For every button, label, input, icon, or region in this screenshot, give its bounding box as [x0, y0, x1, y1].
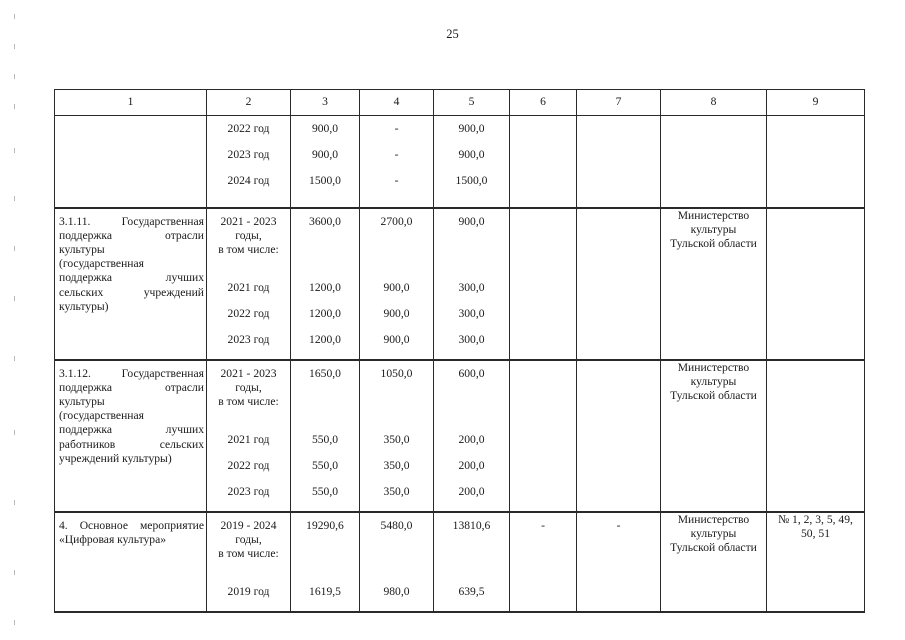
total-value: 1200,0 — [309, 306, 341, 320]
year-cell — [207, 116, 291, 208]
table-row — [55, 360, 865, 512]
year-value: 2021 год — [227, 280, 270, 294]
description-cell — [55, 208, 207, 360]
federal-value: 900,0 — [383, 332, 410, 346]
regional-value: 1500,0 — [455, 174, 488, 187]
federal-value: - — [394, 122, 399, 135]
col7-cell — [577, 116, 661, 208]
responsible-cell — [661, 360, 767, 512]
federal-value: 1050,0 — [380, 366, 413, 380]
total-value: 1200,0 — [309, 332, 341, 346]
table-row — [55, 208, 865, 360]
col-header: 1 — [55, 90, 207, 116]
regional-cell — [434, 360, 510, 512]
total-value: 550,0 — [311, 432, 339, 446]
responsible-line: Министерство — [677, 360, 750, 374]
col6-cell — [510, 116, 577, 208]
margin-mark — [14, 148, 15, 153]
description-cell — [55, 512, 207, 612]
regional-cell — [434, 208, 510, 360]
regional-value: 200,0 — [458, 458, 485, 472]
description-cell — [55, 360, 207, 512]
col6-cell — [510, 208, 577, 360]
col-header: 5 — [434, 90, 510, 116]
description-line: (государственная — [59, 257, 144, 271]
indicators-cell — [767, 512, 865, 612]
regional-value: 900,0 — [458, 122, 485, 135]
margin-mark — [14, 246, 15, 251]
federal-value: 350,0 — [383, 484, 410, 498]
col-header: 2 — [207, 90, 291, 116]
total-value: 1619,5 — [309, 584, 341, 598]
federal-value: 5480,0 — [380, 518, 413, 532]
margin-mark — [14, 44, 15, 49]
description-line: 4. Основное мероприятие — [59, 518, 204, 532]
year-value: 2021 год — [227, 432, 270, 446]
responsible-line: Министерство — [677, 208, 750, 222]
description-line: учреждений культуры) — [59, 451, 172, 465]
year-value: 2022 год — [227, 122, 270, 135]
regional-value: 300,0 — [458, 332, 485, 346]
regional-value: 300,0 — [458, 306, 485, 320]
total-value: 900,0 — [311, 148, 339, 161]
col-header: 4 — [360, 90, 434, 116]
year-cell — [207, 208, 291, 360]
total-cell — [291, 208, 360, 360]
federal-cell — [360, 208, 434, 360]
total-value: 550,0 — [311, 458, 339, 472]
col7-value — [577, 116, 660, 122]
federal-cell — [360, 512, 434, 612]
margin-mark — [14, 104, 15, 109]
margin-mark — [14, 356, 15, 361]
total-value: 3600,0 — [309, 214, 341, 228]
federal-cell — [360, 116, 434, 208]
description-line: поддержка лучших — [59, 423, 204, 437]
year-value: 2023 год — [227, 148, 270, 161]
description-line: 3.1.12. Государственная — [59, 366, 204, 380]
description-line: культуры — [59, 242, 105, 256]
col6-value — [510, 209, 576, 215]
responsible-cell — [661, 116, 767, 208]
total-value: 1200,0 — [309, 280, 341, 294]
federal-cell — [360, 360, 434, 512]
header-row — [55, 90, 865, 116]
description-line: «Цифровая культура» — [59, 532, 167, 546]
regional-value: 13810,6 — [452, 518, 491, 532]
description-line: работников сельских — [59, 437, 204, 451]
col7-cell — [577, 512, 661, 612]
year-value: 2021 - 2023 годы, в том числе: — [218, 214, 279, 256]
col-header: 8 — [661, 90, 767, 116]
page-number: 25 — [446, 27, 459, 41]
col6-cell — [510, 512, 577, 612]
regional-value: 900,0 — [458, 214, 485, 228]
responsible-cell — [661, 512, 767, 612]
margin-mark — [14, 74, 15, 79]
col7-value: - — [616, 518, 621, 532]
year-value: 2024 год — [227, 174, 270, 187]
col-header: 7 — [577, 90, 661, 116]
regional-value: 639,5 — [458, 584, 485, 598]
federal-value: 350,0 — [383, 432, 410, 446]
regional-value: 300,0 — [458, 280, 485, 294]
year-value: 2019 - 2024 годы, в том числе: — [218, 518, 279, 560]
col6-cell — [510, 360, 577, 512]
description-cell — [55, 116, 207, 208]
year-value: 2022 год — [227, 458, 270, 472]
federal-value: 900,0 — [383, 280, 410, 294]
col6-value: - — [541, 518, 545, 532]
col-header: 6 — [510, 90, 577, 116]
regional-value: 200,0 — [458, 484, 485, 498]
federal-value: - — [394, 148, 399, 161]
federal-value: 980,0 — [383, 584, 410, 598]
description-line: поддержка отрасли — [59, 380, 204, 394]
indicators-line: № 1, 2, 3, 5, 49, — [778, 512, 853, 526]
total-value: 1500,0 — [309, 174, 341, 187]
margin-mark — [14, 196, 15, 201]
indicators-cell — [767, 208, 865, 360]
description-line: культуры) — [59, 299, 109, 313]
federal-value: 350,0 — [383, 458, 410, 472]
regional-cell — [434, 512, 510, 612]
margin-mark — [14, 296, 15, 301]
margin-mark — [14, 500, 15, 505]
indicators-cell — [767, 360, 865, 512]
responsible-cell — [661, 208, 767, 360]
col7-value — [577, 361, 660, 367]
col-header: 9 — [767, 90, 865, 116]
indicators-line: 50, 51 — [801, 526, 830, 540]
indicators-cell — [767, 116, 865, 208]
year-cell — [207, 360, 291, 512]
year-cell — [207, 512, 291, 612]
year-value: 2019 год — [227, 584, 270, 598]
col6-value — [510, 361, 576, 367]
total-value: 19290,6 — [306, 518, 344, 532]
federal-value: 900,0 — [383, 306, 410, 320]
federal-value: - — [394, 174, 399, 187]
year-value: 2023 год — [227, 484, 270, 498]
responsible-line: Тульской области — [670, 540, 757, 554]
col7-cell — [577, 360, 661, 512]
margin-mark — [14, 430, 15, 435]
responsible-line: культуры — [690, 222, 737, 236]
regional-value: 600,0 — [458, 366, 485, 380]
table-row — [55, 116, 865, 208]
description-line: сельских учреждений — [59, 285, 204, 299]
regional-value: 200,0 — [458, 432, 485, 446]
total-value: 1650,0 — [309, 366, 341, 380]
col6-value — [510, 116, 576, 122]
description-line: 3.1.11. Государственная — [59, 214, 204, 228]
total-value: 550,0 — [311, 484, 339, 498]
regional-cell — [434, 116, 510, 208]
year-value: 2021 - 2023 годы, в том числе: — [218, 366, 279, 408]
description-line: культуры — [59, 394, 105, 408]
description-line: поддержка отрасли — [59, 228, 204, 242]
responsible-line: Министерство — [677, 512, 750, 526]
description-line: (государственная — [59, 409, 144, 423]
total-cell — [291, 512, 360, 612]
total-value: 900,0 — [311, 122, 339, 135]
responsible-line: культуры — [690, 526, 737, 540]
col7-value — [577, 209, 660, 215]
federal-value: 2700,0 — [380, 214, 413, 228]
margin-mark — [14, 570, 15, 575]
responsible-line: Тульской области — [670, 388, 757, 402]
total-cell — [291, 360, 360, 512]
total-cell — [291, 116, 360, 208]
year-value: 2022 год — [227, 306, 270, 320]
regional-value: 900,0 — [458, 148, 485, 161]
responsible-line: культуры — [690, 374, 737, 388]
col-header: 3 — [291, 90, 360, 116]
margin-mark — [14, 14, 15, 19]
year-value: 2023 год — [227, 332, 270, 346]
program-table — [54, 89, 865, 613]
description-line: поддержка лучших — [59, 271, 204, 285]
table-row — [55, 512, 865, 612]
margin-mark — [14, 620, 15, 625]
col7-cell — [577, 208, 661, 360]
responsible-line: Тульской области — [670, 236, 757, 250]
